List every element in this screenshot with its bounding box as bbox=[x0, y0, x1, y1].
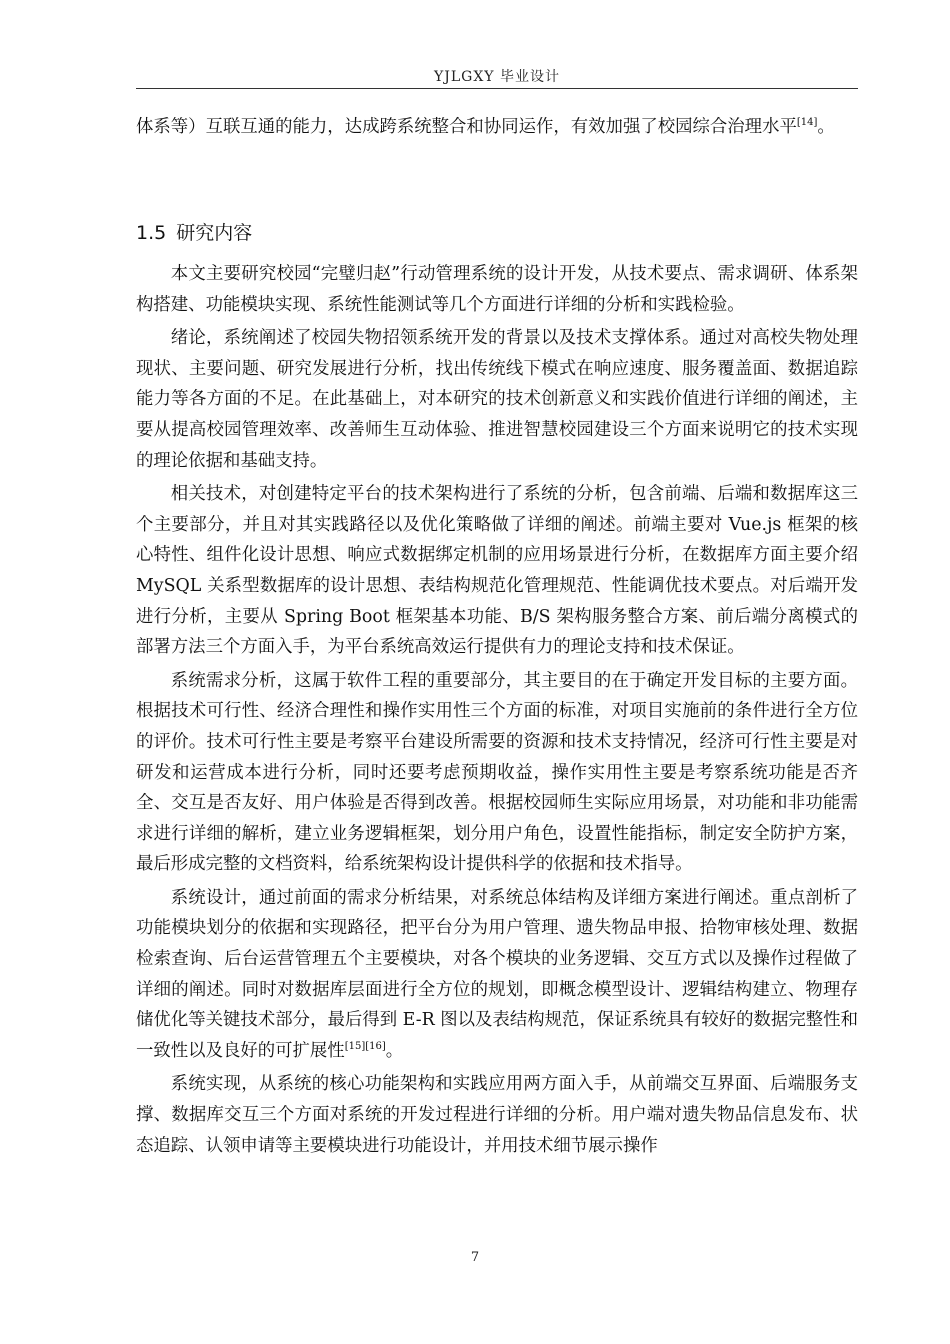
section-title: 研究内容 bbox=[176, 222, 253, 244]
paragraph-text: 系统需求分析，这属于软件工程的重要部分，其主要目的在于确定开发目标的主要方面。根据技术可行性、经济合理性和操作实用性三个方面的标准，对项目实施前的条件进行全方位的评价。技术可行性主要是考察平台建设所需要的资源和技术支持情况，经济可行性主要是对研发和运营成本进行分析，同时还要考虑预期收益，操作实用性主要是考察系统功能是否齐全、交互是否友好、用户体验是否得到改善。根据校园师生实际应用场景，对功能和非功能需求进行详细的解析，建立业务逻辑框架，划分用户角色，设置性能指标，制定安全防护方案，最后形成完整的文档资料，给系统架构设计提供科学的依据和技术指导。 bbox=[136, 670, 858, 875]
paragraph-related-tech bbox=[136, 479, 858, 663]
continuation-text: 体系等）互联互通的能力，达成跨系统整合和协同运作，有效加强了校园综合治理水平 bbox=[136, 117, 797, 137]
section-number: 1.5 bbox=[136, 222, 167, 244]
running-header: YJLGXY 毕业设计 bbox=[434, 69, 560, 85]
paragraph-intro bbox=[136, 259, 858, 320]
paragraph-text: 本文主要研究校园“完璧归赵”行动管理系统的设计开发，从技术要点、需求调研、体系架构搭建、功能模块实现、系统性能测试等几个方面进行详细的分析和实践检验。 bbox=[136, 264, 858, 315]
paragraph-system-design bbox=[136, 883, 858, 1067]
citation-ref: [15][16] bbox=[344, 1041, 386, 1053]
paragraph-introduction-chapter bbox=[136, 323, 858, 476]
section-body bbox=[136, 259, 858, 1164]
paragraph-implementation bbox=[136, 1069, 858, 1161]
continuation-paragraph bbox=[136, 112, 858, 143]
section-heading bbox=[136, 218, 252, 248]
paragraph-text: 系统设计，通过前面的需求分析结果，对系统总体结构及详细方案进行阐述。重点剖析了功能模块划分的依据和实现路径，把平台分为用户管理、遗失物品申报、拾物审核处理、数据检索查询、后台运营管理五个主要模块，对各个模块的业务逻辑、交互方式以及操作过程做了详细的阐述。同时对数据库层面进行全方位的规划，即概念模型设计、逻辑结构建立、物理存储优化等关键技术部分，最后得到 E-R 图以及表结构规范，保证系统具有较好的数据完整性和一致性以及良好的可扩展性 bbox=[136, 887, 858, 1061]
continuation-end: 。 bbox=[817, 117, 835, 137]
page-number: 7 bbox=[470, 1250, 480, 1265]
header-rule bbox=[136, 88, 858, 89]
paragraph-text: 相关技术，对创建特定平台的技术架构进行了系统的分析，包含前端、后端和数据库这三个主要部分，并且对其实践路径以及优化策略做了详细的阐述。前端主要对 Vue.js 框架的核心特性、组件化设计思想、响应式数据绑定机制的应用场景进行分析，在数据库方面主要介绍 MySQL 关系型数据库的设计思想、表结构规范化管理规范、性能调优技术要点。对后端开发进行分析，主要从 Spring Boot 框架基本功能、B/S 架构服务整合方案、前后端分离模式的部署方法三个方面入手，为平台系统高效运行提供有力的理论支持和技术保证。 bbox=[136, 484, 858, 658]
citation-ref: [14] bbox=[796, 117, 818, 129]
paragraph-end: 。 bbox=[385, 1040, 404, 1061]
paragraph-requirements bbox=[136, 666, 858, 880]
paragraph-text: 系统实现，从系统的核心功能架构和实践应用两方面入手，从前端交互界面、后端服务支撑、数据库交互三个方面对系统的开发过程进行详细的分析。用户端对遗失物品信息发布、状态追踪、认领申请等主要模块进行功能设计，并用技术细节展示操作 bbox=[136, 1074, 858, 1156]
paragraph-text: 绪论，系统阐述了校园失物招领系统开发的背景以及技术支撑体系。通过对高校失物处理现状、主要问题、研究发展进行分析，找出传统线下模式在响应速度、服务覆盖面、数据追踪能力等各方面的不足。在此基础上，对本研究的技术创新意义和实践价值进行详细的阐述，主要从提高校园管理效率、改善师生互动体验、推进智慧校园建设三个方面来说明它的技术实现的理论依据和基础支持。 bbox=[136, 328, 858, 471]
